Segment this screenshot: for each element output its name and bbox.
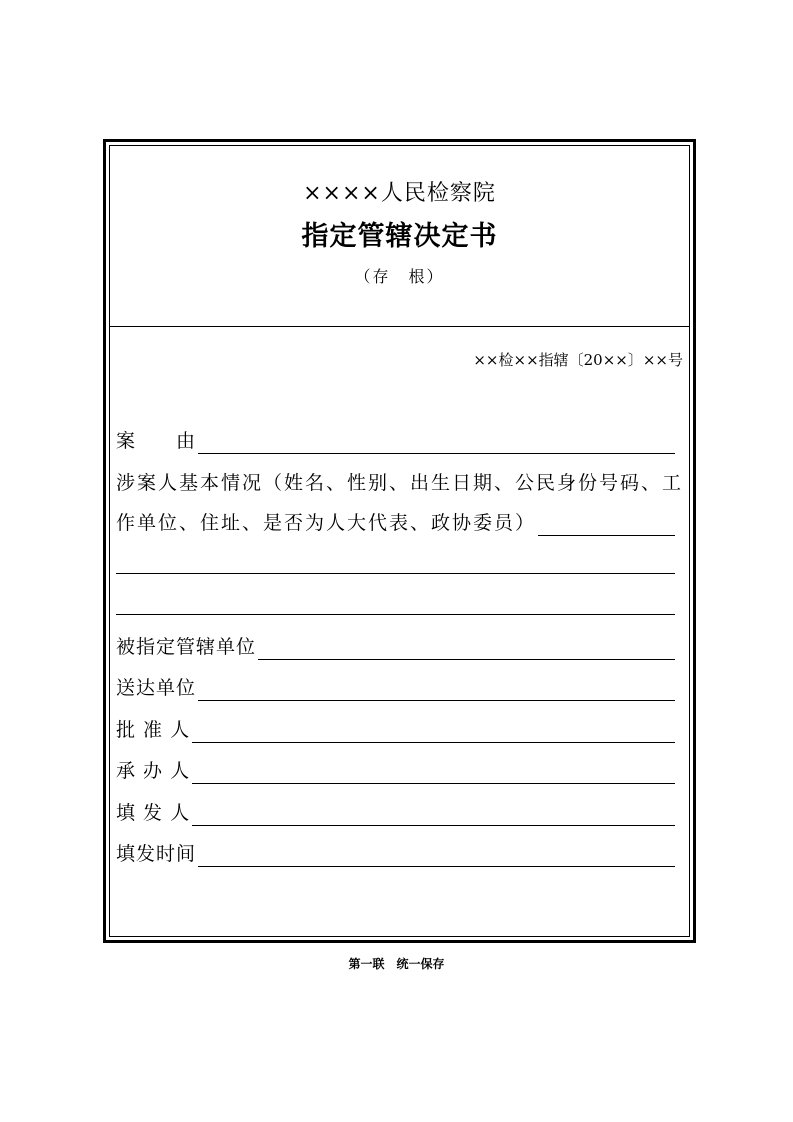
issue-time-field[interactable] bbox=[198, 844, 675, 867]
issue-time-label: 填发时间 bbox=[116, 843, 197, 865]
document-inner-frame bbox=[109, 145, 690, 937]
header-section bbox=[110, 146, 689, 327]
approver-field[interactable] bbox=[192, 720, 675, 743]
delivery-unit-label: 送达单位 bbox=[116, 677, 197, 699]
issuer-label: 填 发 人 bbox=[116, 802, 191, 824]
document-subtitle: （存 根） bbox=[354, 267, 445, 286]
designated-unit-field[interactable] bbox=[258, 637, 675, 660]
person-info-blank-line-1[interactable] bbox=[116, 573, 675, 574]
handler-label: 承 办 人 bbox=[116, 760, 191, 782]
issuer-row bbox=[116, 798, 675, 826]
document-number: ××检××指辖〔20××〕××号 bbox=[473, 351, 683, 369]
issuer-field[interactable] bbox=[192, 803, 675, 826]
case-reason-label: 案 由 bbox=[116, 430, 197, 452]
person-info-label-line2: 作单位、住址、是否为人大代表、政协委员） bbox=[116, 512, 537, 534]
approver-label: 批 准 人 bbox=[116, 719, 191, 741]
designated-unit-row bbox=[116, 632, 675, 660]
issue-time-row bbox=[116, 839, 675, 867]
person-info-blank-line-2[interactable] bbox=[116, 614, 675, 615]
case-reason-row bbox=[116, 426, 675, 454]
footer-note: 第一联 统一保存 bbox=[348, 957, 445, 971]
person-info-row bbox=[116, 508, 675, 536]
delivery-unit-row bbox=[116, 673, 675, 701]
case-reason-field[interactable] bbox=[198, 431, 675, 454]
approver-row bbox=[116, 715, 675, 743]
court-name: ××××人民检察院 bbox=[303, 181, 496, 206]
handler-row bbox=[116, 756, 675, 784]
handler-field[interactable] bbox=[192, 761, 675, 784]
delivery-unit-field[interactable] bbox=[198, 678, 675, 701]
person-info-field[interactable] bbox=[538, 513, 675, 536]
document-title: 指定管辖决定书 bbox=[301, 221, 498, 252]
document-frame bbox=[103, 139, 696, 943]
person-info-label-line1: 涉案人基本情况（姓名、性别、出生日期、公民身份号码、工 bbox=[116, 472, 684, 494]
designated-unit-label: 被指定管辖单位 bbox=[116, 636, 257, 658]
